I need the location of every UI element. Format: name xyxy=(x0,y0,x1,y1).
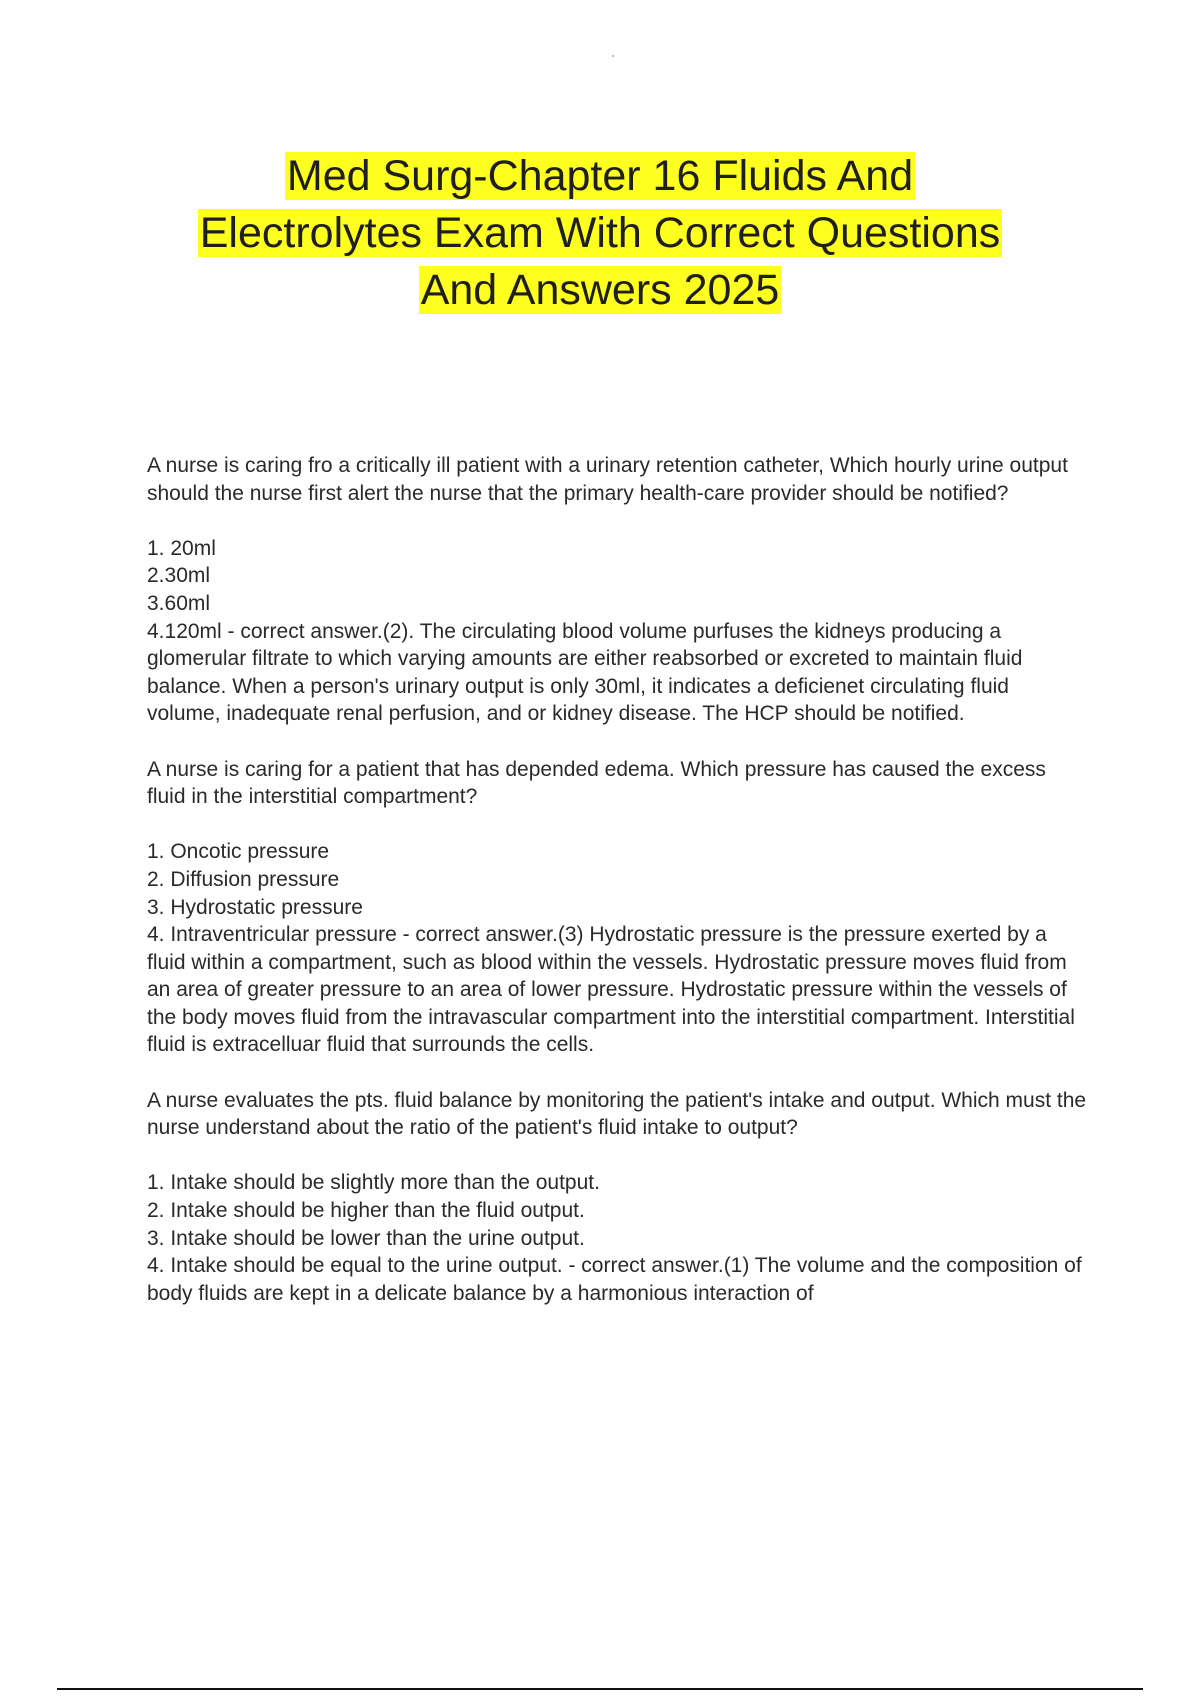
footer-divider xyxy=(57,1688,1143,1690)
title-line-2: Electrolytes Exam With Correct Questions xyxy=(199,209,1001,257)
question-text: A nurse is caring for a patient that has depended edema. Which pressure has caused the excess fluid in the interstitial compartment? xyxy=(147,757,1046,809)
scan-speck xyxy=(612,55,614,57)
answer-explanation: 4. Intraventricular pressure - correct answer.(3) Hydrostatic pressure is the pressure exerted by a fluid within a compartment, such as blood within the vessels. Hydrostatic pressure moves fluid from an area of greater pressure to an area of lower pressure. Hydrostatic pressure within the vessels of the body moves fluid from the intravascular compartment into the interstitial compartment. Interstitial fluid is extracelluar fluid that surrounds the cells. xyxy=(147,923,1075,1057)
question-block-1 xyxy=(147,452,1087,728)
answer-option: 3.60ml xyxy=(147,591,211,615)
title-line-1: Med Surg-Chapter 16 Fluids And xyxy=(286,152,914,200)
answer-option: 2. Diffusion pressure xyxy=(147,867,340,891)
answer-option: 1. 20ml xyxy=(147,536,216,560)
question-list xyxy=(147,452,1087,1335)
answer-option: 1. Intake should be slightly more than the output. xyxy=(147,1171,600,1195)
question-text: A nurse is caring fro a critically ill patient with a urinary retention catheter, Which hourly urine output should the nurse first alert the nurse that the primary health-care provider should be notified? xyxy=(147,454,1068,505)
title-line-3: And Answers 2025 xyxy=(420,266,780,314)
question-block-2 xyxy=(147,756,1087,1060)
answer-explanation: 4.120ml - correct answer.(2). The circulating blood volume purfuses the kidneys producing a glomerular filtrate to which varying amounts are either reabsorbed or excreted to maintain fluid balance. When a person's urinary output is only 30ml, it indicates a deficienet circulating fluid volume, inadequate renal perfusion, and or kidney disease. The HCP should be notified. xyxy=(147,619,1023,726)
answer-option: 1. Oncotic pressure xyxy=(147,840,330,864)
answer-explanation: 4. Intake should be equal to the urine output. - correct answer.(1) The volume and the composition of body fluids are kept in a delicate balance by a harmonious interaction of xyxy=(147,1254,1082,1305)
answer-option: 2. Intake should be higher than the fluid output. xyxy=(147,1199,585,1223)
document-title xyxy=(100,148,1100,319)
answer-option: 2.30ml xyxy=(147,564,211,588)
question-block-3 xyxy=(147,1087,1087,1308)
answer-option: 3. Hydrostatic pressure xyxy=(147,895,363,919)
question-text: A nurse evaluates the pts. fluid balance by monitoring the patient's intake and output. Which must the nurse understand about the ratio of the patient's fluid intake to output? xyxy=(147,1088,1087,1140)
answer-option: 3. Intake should be lower than the urine output. xyxy=(147,1226,585,1250)
